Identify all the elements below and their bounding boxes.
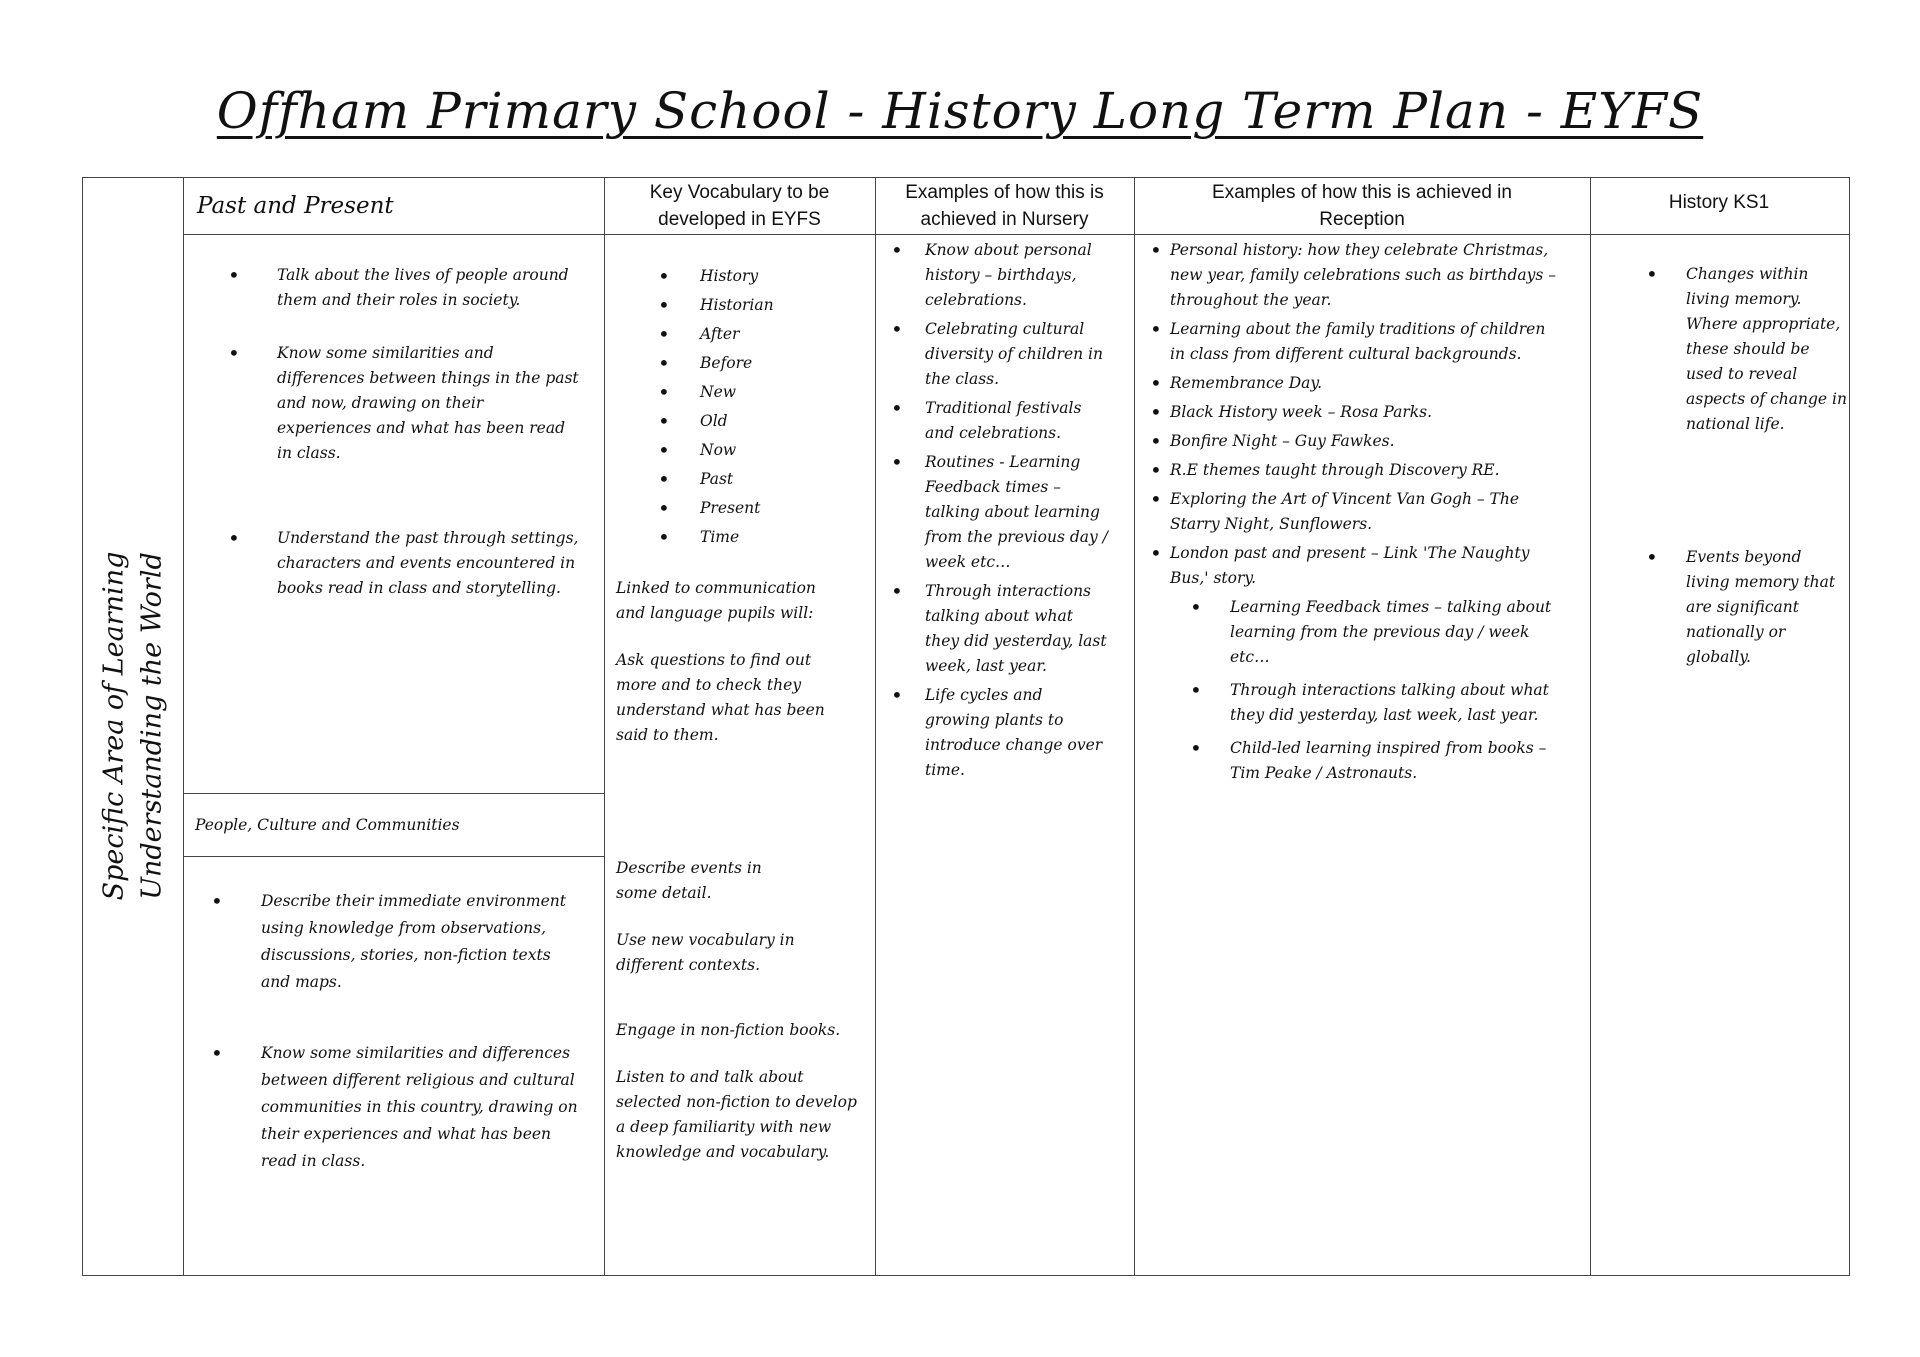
sub-list-item: • Through interactions talking about what they did yesterday, last week, last year. bbox=[1134, 678, 1560, 728]
list-item: • R.E themes taught through Discovery RE. bbox=[1134, 458, 1560, 483]
long-term-plan-table bbox=[82, 177, 1850, 1276]
list-item: • Know about personal history – birthdays, celebrations. bbox=[875, 238, 1112, 313]
header-history-ks1: History KS1 bbox=[1668, 191, 1770, 213]
list-item: • Talk about the lives of people around them and their roles in society. bbox=[183, 263, 582, 313]
list-item: • Routines - Learning Feedback times – talking about learning from the previous day / week etc… bbox=[875, 450, 1112, 575]
list-item: • Describe their immediate environment using knowledge from observations, discussions, stories, non-fiction texts and maps. bbox=[183, 888, 582, 996]
header-divider bbox=[183, 234, 1849, 235]
vocabulary-item: • Old bbox=[604, 407, 867, 436]
area-of-learning-label bbox=[83, 178, 183, 1274]
list-item: • London past and present – Link 'The Naughty Bus,' story. bbox=[1134, 541, 1560, 591]
vocabulary-item: • Before bbox=[604, 349, 867, 378]
area-label-line: Specific Area of Learning bbox=[98, 551, 130, 901]
list-item: • Through interactions talking about what they did yesterday, last week, last year. bbox=[875, 579, 1112, 679]
area-label-line: Understanding the World bbox=[136, 552, 168, 900]
header-past-present: Past and Present bbox=[197, 192, 394, 219]
header-reception bbox=[1134, 178, 1590, 234]
communication-item: Listen to and talk about selected non-fiction to develop a deep familiarity with new knowledge and vocabulary. bbox=[616, 1068, 857, 1161]
list-item: • Life cycles and growing plants to introduce change over time. bbox=[875, 683, 1112, 783]
vocabulary-item: • After bbox=[604, 320, 867, 349]
vocabulary-item: • New bbox=[604, 378, 867, 407]
communication-intro: Linked to communication and language pupils will: bbox=[616, 579, 816, 622]
past-present-cell bbox=[183, 263, 604, 623]
list-item: • Traditional festivals and celebrations. bbox=[875, 396, 1112, 446]
header-line: developed in EYFS bbox=[658, 209, 821, 230]
people-culture-cell bbox=[183, 888, 604, 1219]
row-divider bbox=[183, 856, 604, 857]
list-item: • Celebrating cultural diversity of children in the class. bbox=[875, 317, 1112, 392]
list-item: • Changes within living memory. Where appropriate, these should be used to reveal aspects of change in national life. bbox=[1590, 262, 1847, 437]
page-title: Offham Primary School - History Long Term Plan - EYFS bbox=[216, 82, 1704, 140]
communication-item: Engage in non-fiction books. bbox=[616, 1021, 841, 1039]
vocabulary-item: • Time bbox=[604, 523, 867, 552]
nursery-cell bbox=[875, 238, 1134, 787]
header-line: achieved in Nursery bbox=[920, 209, 1089, 230]
vocabulary-item: • History bbox=[604, 262, 867, 291]
header-line: Key Vocabulary to be bbox=[649, 182, 830, 203]
ks1-cell bbox=[1590, 262, 1851, 670]
header-key-vocabulary bbox=[604, 178, 875, 234]
vocabulary-item: • Historian bbox=[604, 291, 867, 320]
reception-cell bbox=[1134, 238, 1590, 794]
list-item: • Understand the past through settings, characters and events encountered in books read in class and storytelling. bbox=[183, 526, 582, 601]
vocabulary-item: • Past bbox=[604, 465, 867, 494]
header-nursery bbox=[875, 178, 1134, 234]
vocabulary-item: • Present bbox=[604, 494, 867, 523]
list-item: • Personal history: how they celebrate Christmas, new year, family celebrations such as birthdays – throughout the year. bbox=[1134, 238, 1560, 313]
list-item: • Bonfire Night – Guy Fawkes. bbox=[1134, 429, 1560, 454]
list-item: • Events beyond living memory that are significant nationally or globally. bbox=[1590, 545, 1847, 670]
list-item: • Black History week – Rosa Parks. bbox=[1134, 400, 1560, 425]
header-line: Examples of how this is achieved in bbox=[1212, 182, 1512, 203]
list-item: • Know some similarities and differences between things in the past and now, drawing on their experiences and what has been read in class. bbox=[183, 341, 582, 466]
list-item: • Learning about the family traditions of children in class from different cultural backgrounds. bbox=[1134, 317, 1560, 367]
sub-list-item: • Learning Feedback times – talking about learning from the previous day / week etc… bbox=[1134, 595, 1560, 670]
header-line: Examples of how this is bbox=[905, 182, 1104, 203]
communication-item: Ask questions to find out more and to check they understand what has been said to them. bbox=[616, 651, 825, 744]
people-culture-label: People, Culture and Communities bbox=[195, 815, 460, 834]
vocabulary-item: • Now bbox=[604, 436, 867, 465]
list-item: • Know some similarities and differences between different religious and cultural communities in this country, drawing on their experiences and what has been read in class. bbox=[183, 1040, 582, 1175]
vocabulary-cell bbox=[604, 262, 875, 1187]
list-item: • Remembrance Day. bbox=[1134, 371, 1560, 396]
sub-list-item: • Child-led learning inspired from books – Tim Peake / Astronauts. bbox=[1134, 736, 1560, 786]
communication-item: Describe events in some detail. bbox=[616, 859, 762, 902]
communication-item: Use new vocabulary in different contexts. bbox=[616, 931, 795, 974]
header-line: Reception bbox=[1319, 209, 1405, 230]
list-item: • Exploring the Art of Vincent Van Gogh – The Starry Night, Sunflowers. bbox=[1134, 487, 1560, 537]
